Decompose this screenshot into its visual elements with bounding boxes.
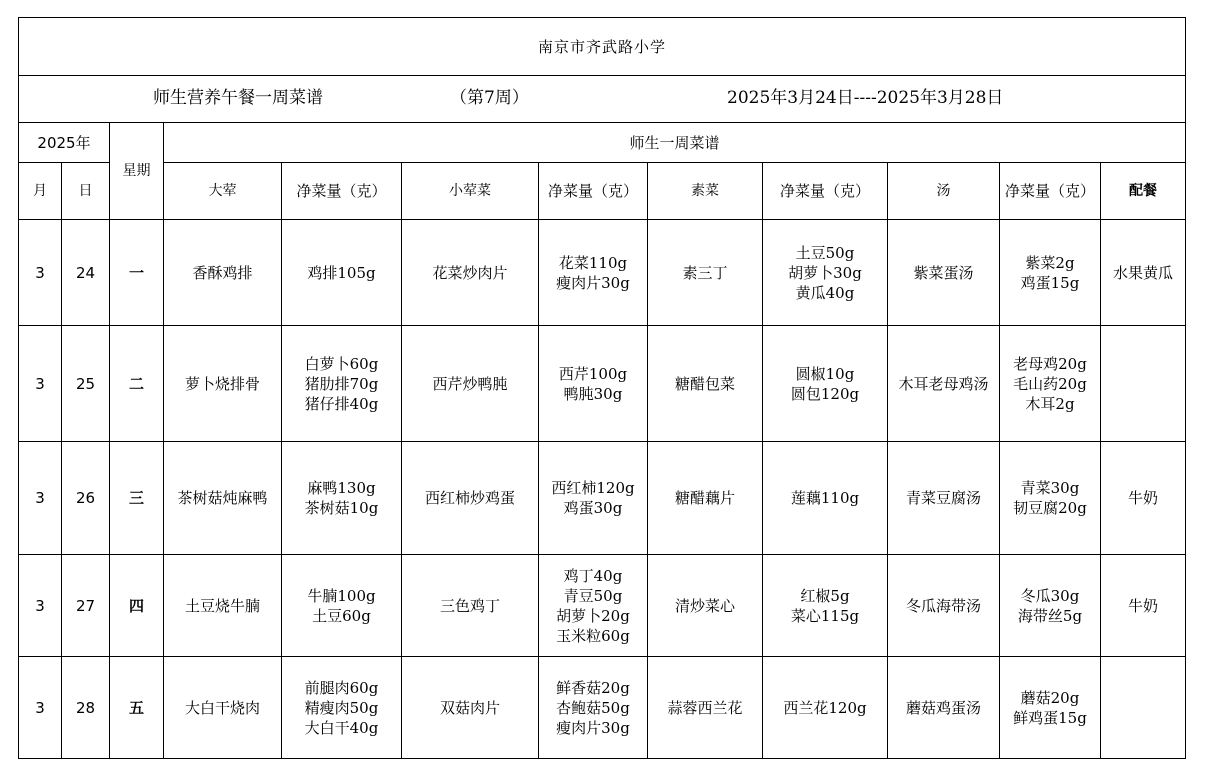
veg-qty-cell [763, 220, 888, 326]
soup-qty-header: 净菜量（克） [1000, 163, 1101, 220]
veg-qty-cell [763, 657, 888, 759]
day-cell: 26 [62, 442, 110, 555]
main-dish-cell: 茶树菇炖麻鸭 [164, 442, 282, 555]
table-row [19, 657, 1186, 759]
veg-dish-cell: 糖醋包菜 [648, 326, 763, 442]
qty-line: 青豆50g [563, 586, 623, 605]
school-title: 南京市齐武路小学 [19, 18, 1186, 76]
month-cell: 3 [19, 326, 62, 442]
qty-line: 瘦肉片30g [556, 273, 630, 292]
qty-line: 猪仔排40g [304, 394, 379, 413]
qty-line: 圆包120g [790, 384, 860, 403]
qty-line: 青菜30g [1020, 479, 1080, 497]
qty-line: 老母鸡20g [1013, 354, 1087, 373]
qty-line: 玉米粒60g [556, 626, 630, 645]
table-row [19, 220, 1186, 326]
qty-line: 鸡蛋30g [563, 499, 623, 517]
qty-line: 前腿肉60g [304, 678, 379, 697]
main-dish-cell: 香酥鸡排 [164, 220, 282, 326]
qty-line: 鲜鸡蛋15g [1013, 708, 1087, 727]
soup-header: 汤 [888, 163, 1000, 220]
veg-qty-cell [763, 442, 888, 555]
soup-qty-cell [1000, 442, 1101, 555]
qty-line: 茶树菇10g [304, 499, 379, 517]
table-row [19, 326, 1186, 442]
main-dish-cell: 土豆烧牛腩 [164, 555, 282, 657]
soup-cell: 冬瓜海带汤 [888, 555, 1000, 657]
soup-cell: 紫菜蛋汤 [888, 220, 1000, 326]
qty-line: 胡萝卜30g [788, 263, 862, 282]
qty-line: 瘦肉片30g [556, 718, 630, 737]
weekday-cell: 三 [110, 442, 164, 555]
qty-line: 土豆50g [795, 243, 855, 262]
main-qty-header: 净菜量（克） [282, 163, 402, 220]
extra-cell [1101, 657, 1186, 759]
veg-dish-header: 素菜 [648, 163, 763, 220]
weekday-cell: 二 [110, 326, 164, 442]
side-dish-cell: 花菜炒肉片 [402, 220, 539, 326]
qty-line: 西红柿120g [551, 479, 635, 497]
qty-line: 紫菜2g [1025, 253, 1075, 272]
side-dish-header: 小荤菜 [402, 163, 539, 220]
extra-cell [1101, 326, 1186, 442]
month-cell: 3 [19, 657, 62, 759]
qty-line: 白萝卜60g [304, 354, 379, 373]
month-cell: 3 [19, 220, 62, 326]
side-qty-cell [539, 555, 648, 657]
table-row [19, 442, 1186, 555]
weekday-cell: 四 [110, 555, 164, 657]
qty-line: 花菜110g [558, 253, 628, 272]
qty-line: 杏鲍菇50g [556, 698, 630, 717]
side-qty-cell [539, 657, 648, 759]
soup-qty-cell [1000, 326, 1101, 442]
veg-qty-cell [763, 555, 888, 657]
qty-line: 大白干40g [304, 718, 379, 737]
table-row [19, 555, 1186, 657]
veg-dish-cell: 蒜蓉西兰花 [648, 657, 763, 759]
day-header: 日 [62, 163, 110, 220]
qty-line: 牛腩100g [307, 586, 376, 605]
main-dish-header: 大荤 [164, 163, 282, 220]
side-dish-cell: 三色鸡丁 [402, 555, 539, 657]
main-qty-cell [282, 220, 402, 326]
day-cell: 27 [62, 555, 110, 657]
qty-line: 西芹100g [558, 364, 628, 383]
month-cell: 3 [19, 442, 62, 555]
side-qty-cell [539, 442, 648, 555]
side-qty-cell [539, 326, 648, 442]
subtitle-row [19, 76, 1186, 123]
main-qty-cell [282, 326, 402, 442]
year-header: 2025年 [19, 123, 110, 163]
month-cell: 3 [19, 555, 62, 657]
qty-line: 圆椒10g [795, 364, 855, 383]
day-cell: 25 [62, 326, 110, 442]
qty-line: 毛山药20g [1013, 374, 1087, 393]
veg-dish-cell: 糖醋藕片 [648, 442, 763, 555]
soup-qty-cell [1000, 555, 1101, 657]
side-qty-header: 净菜量（克） [539, 163, 648, 220]
qty-line: 鸡蛋15g [1020, 273, 1080, 292]
qty-line: 菜心115g [790, 606, 860, 625]
qty-line: 鲜香菇20g [556, 678, 630, 697]
extra-header: 配餐 [1101, 163, 1186, 220]
side-dish-cell: 西红柿炒鸡蛋 [402, 442, 539, 555]
qty-line: 西兰花120g [783, 698, 867, 717]
soup-cell: 蘑菇鸡蛋汤 [888, 657, 1000, 759]
qty-line: 莲藕110g [790, 489, 860, 507]
weekday-cell: 一 [110, 220, 164, 326]
menu-header: 师生一周菜谱 [164, 123, 1186, 163]
month-header: 月 [19, 163, 62, 220]
day-cell: 28 [62, 657, 110, 759]
qty-line: 木耳2g [1025, 394, 1075, 413]
qty-line: 猪肋排70g [304, 374, 379, 393]
soup-cell: 青菜豆腐汤 [888, 442, 1000, 555]
menu-name: 师生营养午餐一周菜谱 [153, 88, 323, 108]
qty-line: 鸡排105g [307, 263, 376, 282]
soup-qty-cell [1000, 657, 1101, 759]
veg-qty-cell [763, 326, 888, 442]
qty-line: 鸭肫30g [563, 384, 623, 403]
side-qty-cell [539, 220, 648, 326]
qty-line: 土豆60g [312, 606, 371, 625]
week-number: （第7周） [450, 88, 529, 108]
qty-line: 胡萝卜20g [556, 606, 630, 625]
qty-line: 鸡丁40g [563, 566, 623, 585]
soup-qty-cell [1000, 220, 1101, 326]
qty-line: 红椒5g [800, 586, 850, 605]
veg-qty-header: 净菜量（克） [763, 163, 888, 220]
weekday-header: 星期 [110, 123, 164, 220]
veg-dish-cell: 素三丁 [648, 220, 763, 326]
qty-line: 冬瓜30g [1020, 586, 1080, 605]
qty-line: 精瘦肉50g [304, 698, 379, 717]
day-cell: 24 [62, 220, 110, 326]
extra-cell: 水果黄瓜 [1101, 220, 1186, 326]
qty-line: 麻鸭130g [307, 479, 376, 497]
side-dish-cell: 西芹炒鸭肫 [402, 326, 539, 442]
qty-line: 黄瓜40g [795, 283, 855, 302]
weekly-menu-table [18, 17, 1186, 759]
soup-cell: 木耳老母鸡汤 [888, 326, 1000, 442]
main-dish-cell: 萝卜烧排骨 [164, 326, 282, 442]
main-qty-cell [282, 442, 402, 555]
veg-dish-cell: 清炒菜心 [648, 555, 763, 657]
weekday-cell: 五 [110, 657, 164, 759]
qty-line: 海带丝5g [1017, 606, 1083, 625]
extra-cell: 牛奶 [1101, 442, 1186, 555]
extra-cell: 牛奶 [1101, 555, 1186, 657]
main-qty-cell [282, 657, 402, 759]
side-dish-cell: 双菇肉片 [402, 657, 539, 759]
main-qty-cell [282, 555, 402, 657]
main-dish-cell: 大白干烧肉 [164, 657, 282, 759]
qty-line: 韧豆腐20g [1013, 499, 1087, 517]
qty-line: 蘑菇20g [1020, 688, 1080, 707]
date-range: 2025年3月24日----2025年3月28日 [727, 88, 1004, 108]
